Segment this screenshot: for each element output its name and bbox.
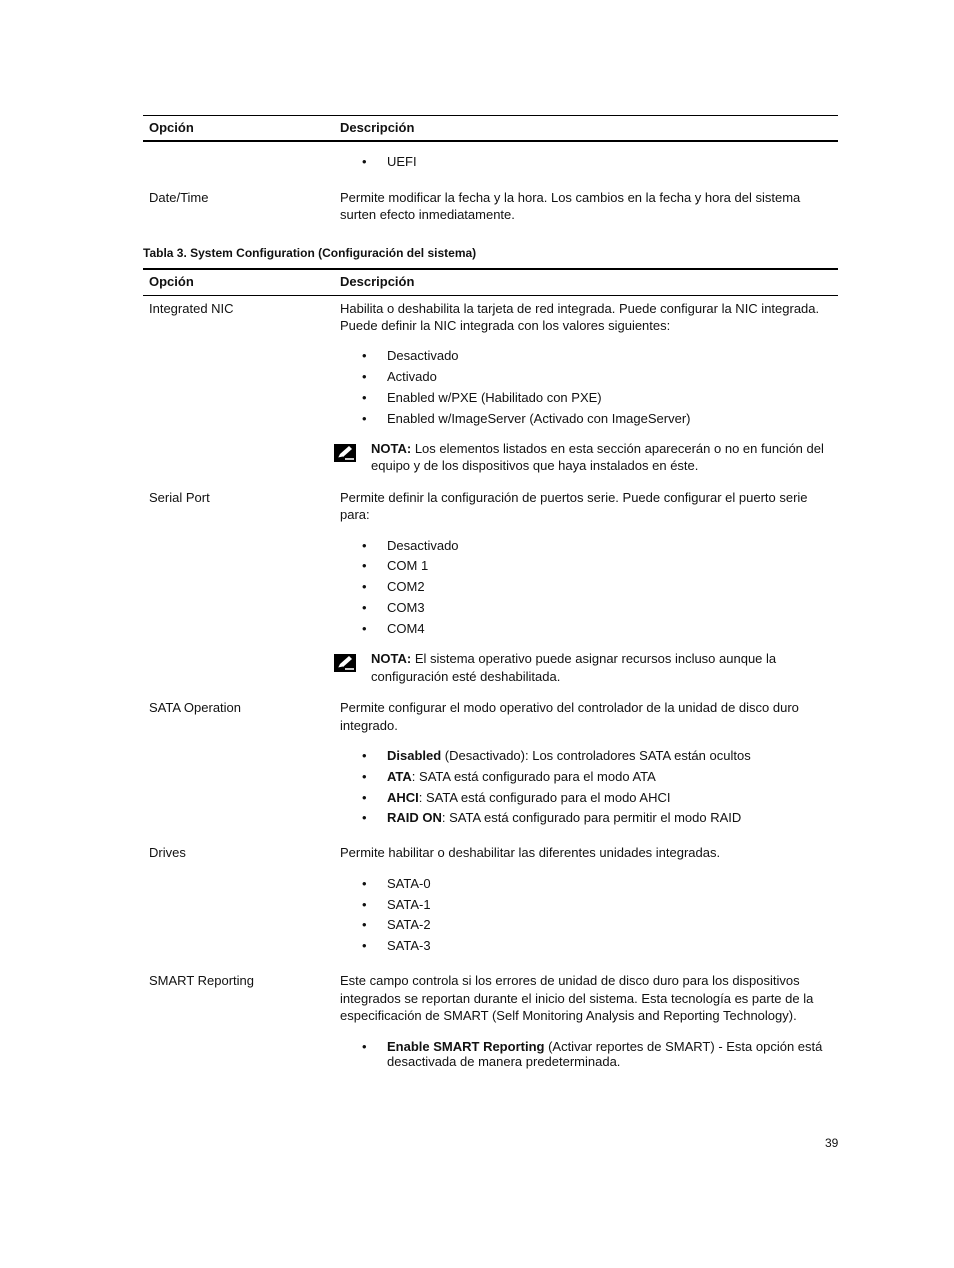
note-pencil-icon xyxy=(334,654,356,672)
list-item: COM4 xyxy=(387,621,425,636)
option-integrated-nic: Integrated NIC xyxy=(149,301,234,316)
list-item: COM3 xyxy=(387,600,425,615)
bullet: • xyxy=(362,938,367,953)
item-term: RAID ON xyxy=(387,810,442,825)
bullet: • xyxy=(362,411,367,426)
note-text: Los elementos listados en esta sección aparecerán o no en función del xyxy=(411,441,824,456)
list-item: UEFI xyxy=(387,154,417,169)
option-smart-reporting: SMART Reporting xyxy=(149,973,255,988)
list-item: SATA-2 xyxy=(387,917,431,932)
note-line xyxy=(371,650,776,667)
desc-line: para: xyxy=(340,507,370,522)
note-label: NOTA: xyxy=(371,651,412,666)
item-term: AHCI xyxy=(387,790,419,805)
header-bottom-rule xyxy=(143,295,838,296)
bullet: • xyxy=(362,917,367,932)
bullet: • xyxy=(362,897,367,912)
item-text: (Desactivado): Los controladores SATA están ocultos xyxy=(441,748,751,763)
bullet: • xyxy=(362,810,367,825)
list-item xyxy=(387,789,671,806)
desc-line: Permite configurar el modo operativo del controlador de la unidad de disco duro xyxy=(340,700,799,715)
bullet: • xyxy=(362,348,367,363)
list-item: COM2 xyxy=(387,579,425,594)
desc-line: surten efecto inmediatamente. xyxy=(340,207,515,222)
header-option: Opción xyxy=(149,120,194,135)
desc-line: integrados se reportan durante el inicio del sistema. Esta tecnología es parte de la xyxy=(340,991,814,1006)
desc-line: Puede definir la NIC integrada con los valores siguientes: xyxy=(340,318,671,333)
list-item xyxy=(387,768,656,785)
option-sata-operation: SATA Operation xyxy=(149,700,242,715)
list-item: Desactivado xyxy=(387,348,459,363)
option-serial-port: Serial Port xyxy=(149,490,210,505)
desc-line: Permite definir la configuración de puertos serie. Puede configurar el puerto serie xyxy=(340,490,808,505)
bullet: • xyxy=(362,579,367,594)
note-label: NOTA: xyxy=(371,441,412,456)
item-text: (Activar reportes de SMART) - Esta opción está xyxy=(544,1039,823,1054)
item-term: ATA xyxy=(387,769,412,784)
item-text: : SATA está configurado para el modo AHCI xyxy=(418,790,671,805)
desc-line: especificación de SMART (Self Monitoring Analysis and Reporting Technology). xyxy=(340,1008,797,1023)
note-pencil-icon xyxy=(334,444,356,462)
list-item xyxy=(387,809,741,826)
bullet: • xyxy=(362,390,367,405)
item-text: : SATA está configurado para el modo ATA xyxy=(411,769,656,784)
note-line: equipo y de los dispositivos que haya instalados en éste. xyxy=(371,458,699,473)
bullet: • xyxy=(362,748,367,763)
option-datetime: Date/Time xyxy=(149,190,209,205)
bullet: • xyxy=(362,1039,367,1054)
header-description: Descripción xyxy=(340,274,415,289)
table-caption: Tabla 3. System Configuration (Configuración del sistema) xyxy=(143,246,477,260)
bullet: • xyxy=(362,369,367,384)
item-term: Disabled xyxy=(387,748,442,763)
item-term: Enable SMART Reporting xyxy=(387,1039,545,1054)
list-item: Enabled w/PXE (Habilitado con PXE) xyxy=(387,390,602,405)
bullet: • xyxy=(362,558,367,573)
list-item: Desactivado xyxy=(387,538,459,553)
bullet: • xyxy=(362,600,367,615)
item-text: : SATA está configurado para permitir el modo RAID xyxy=(441,810,742,825)
list-item: SATA-3 xyxy=(387,938,431,953)
desc-line: Permite habilitar o deshabilitar las diferentes unidades integradas. xyxy=(340,845,721,860)
desc-line: integrado. xyxy=(340,718,398,733)
header-description: Descripción xyxy=(340,120,415,135)
bullet: • xyxy=(362,769,367,784)
list-item: SATA-0 xyxy=(387,876,431,891)
desc-line: Habilita o deshabilita la tarjeta de red integrada. Puede configurar la NIC integrada. xyxy=(340,301,820,316)
option-drives: Drives xyxy=(149,845,186,860)
bullet: • xyxy=(362,621,367,636)
note-text: El sistema operativo puede asignar recursos incluso aunque la xyxy=(411,651,777,666)
bullet: • xyxy=(362,154,367,169)
bullet: • xyxy=(362,790,367,805)
list-item: COM 1 xyxy=(387,558,429,573)
page-number: 39 xyxy=(825,1136,839,1150)
desc-line: Permite modificar la fecha y la hora. Los cambios en la fecha y hora del sistema xyxy=(340,190,801,205)
note-line xyxy=(371,440,824,457)
table-top-rule xyxy=(143,115,838,116)
list-item: SATA-1 xyxy=(387,897,431,912)
table-top-rule xyxy=(143,268,838,270)
bullet: • xyxy=(362,538,367,553)
desc-line: Este campo controla si los errores de unidad de disco duro para los dispositivos xyxy=(340,973,800,988)
bullet: • xyxy=(362,876,367,891)
header-bottom-rule xyxy=(143,140,838,142)
list-item: Activado xyxy=(387,369,437,384)
list-item xyxy=(387,747,751,764)
list-item-continuation: desactivada de manera predeterminada. xyxy=(387,1054,621,1069)
header-option: Opción xyxy=(149,274,194,289)
list-item: Enabled w/ImageServer (Activado con ImageServer) xyxy=(387,411,691,426)
note-line: configuración esté deshabilitada. xyxy=(371,669,561,684)
